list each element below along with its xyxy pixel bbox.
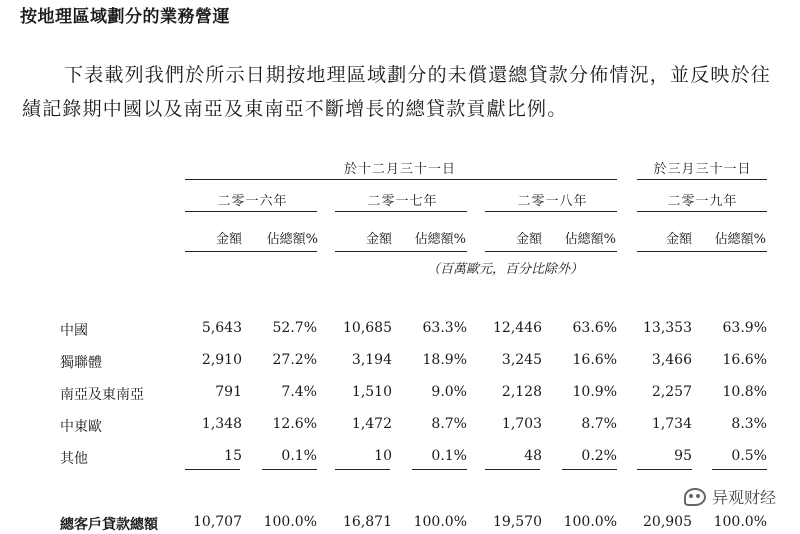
wechat-icon <box>684 488 706 506</box>
total-rule-top-amount-2019 <box>637 469 692 470</box>
total-cell: 16,871 <box>343 514 392 530</box>
total-rule-top-amount-2016 <box>185 469 240 470</box>
year-header-2016: 二零一六年 <box>217 194 288 209</box>
row-label-china: 中國 <box>60 323 88 339</box>
year-rule-2017 <box>335 211 467 212</box>
table-cell: 18.9% <box>422 352 467 368</box>
table-cell: 10,685 <box>343 320 392 336</box>
year-rule-2018 <box>485 211 617 212</box>
table-cell: 1,348 <box>201 416 242 432</box>
table-cell: 0.2% <box>581 448 617 464</box>
header-rule-2017 <box>335 251 467 252</box>
table-cell: 52.7% <box>272 320 317 336</box>
table-cell: 8.3% <box>731 416 767 432</box>
paragraph-line-2: 績記錄期中國以及南亞及東南亞不斷增長的總貸款貢獻比例。 <box>22 98 568 120</box>
table-cell: 27.2% <box>272 352 317 368</box>
table-cell: 95 <box>674 448 692 464</box>
col-header-percent-2019: 佔總額% <box>714 232 766 247</box>
total-rule-top-percent-2019 <box>712 469 767 470</box>
total-cell: 10,707 <box>193 514 242 530</box>
table-cell: 48 <box>524 448 542 464</box>
group-rule-march <box>637 179 767 180</box>
header-rule-2018 <box>485 251 617 252</box>
total-rule-top-percent-2017 <box>412 469 467 470</box>
period-group-march: 於三月三十一日 <box>653 162 752 177</box>
table-cell: 2,257 <box>651 384 692 400</box>
unit-note: （百萬歐元，百分比除外） <box>426 262 583 277</box>
table-cell: 12.6% <box>272 416 317 432</box>
header-rule-2019 <box>637 251 767 252</box>
year-rule-2016 <box>185 211 317 212</box>
group-rule-december <box>185 179 617 180</box>
table-cell: 16.6% <box>722 352 767 368</box>
table-cell: 1,472 <box>351 416 392 432</box>
table-cell: 1,510 <box>351 384 392 400</box>
col-header-amount-2018: 金額 <box>515 232 542 247</box>
table-cell: 3,466 <box>651 352 692 368</box>
table-cell: 63.9% <box>722 320 767 336</box>
row-label-others: 其他 <box>60 451 88 467</box>
table-cell: 13,353 <box>643 320 692 336</box>
watermark-text: 异观财经 <box>712 488 777 507</box>
period-group-december: 於十二月三十一日 <box>343 162 456 177</box>
total-cell: 20,905 <box>643 514 692 530</box>
table-cell: 63.6% <box>572 320 617 336</box>
row-label-south-southeast-asia: 南亞及東南亞 <box>60 387 144 403</box>
table-cell: 7.4% <box>281 384 317 400</box>
table-cell: 1,703 <box>501 416 542 432</box>
table-cell: 16.6% <box>572 352 617 368</box>
table-cell: 2,910 <box>201 352 242 368</box>
table-cell: 10.9% <box>572 384 617 400</box>
col-header-percent-2018: 佔總額% <box>564 232 616 247</box>
table-cell: 15 <box>224 448 242 464</box>
table-cell: 63.3% <box>422 320 467 336</box>
row-label-cis: 獨聯體 <box>60 355 102 371</box>
table-cell: 0.1% <box>431 448 467 464</box>
row-label-central-eastern-europe: 中東歐 <box>60 419 102 435</box>
total-cell: 19,570 <box>493 514 542 530</box>
watermark <box>680 483 780 510</box>
intro-paragraph <box>22 58 782 126</box>
total-cell: 100.0% <box>413 514 467 530</box>
col-header-percent-2017: 佔總額% <box>414 232 466 247</box>
table-cell: 2,128 <box>501 384 542 400</box>
table-cell: 10.8% <box>722 384 767 400</box>
total-rule-top-percent-2016 <box>262 469 317 470</box>
col-header-amount-2016: 金額 <box>215 232 242 247</box>
table-cell: 8.7% <box>581 416 617 432</box>
table-cell: 3,194 <box>351 352 392 368</box>
table-cell: 1,734 <box>651 416 692 432</box>
col-header-amount-2019: 金額 <box>665 232 692 247</box>
table-cell: 791 <box>215 384 242 400</box>
header-rule-2016 <box>185 251 317 252</box>
col-header-percent-2016: 佔總額% <box>266 232 318 247</box>
paragraph-line-1: 下表載列我們於所示日期按地理區域劃分的未償還總貸款分佈情況，並反映於往 <box>64 64 772 86</box>
total-cell: 100.0% <box>713 514 767 530</box>
year-header-2017: 二零一七年 <box>367 194 438 209</box>
table-cell: 5,643 <box>201 320 242 336</box>
year-header-2019: 二零一九年 <box>667 194 738 209</box>
table-cell: 12,446 <box>493 320 542 336</box>
year-header-2018: 二零一八年 <box>517 194 588 209</box>
total-row-label: 總客戶貸款總額 <box>60 517 158 533</box>
total-rule-top-amount-2017 <box>335 469 390 470</box>
total-rule-top-amount-2018 <box>485 469 540 470</box>
year-rule-2019 <box>637 211 767 212</box>
table-cell: 0.5% <box>731 448 767 464</box>
table-cell: 3,245 <box>501 352 542 368</box>
section-heading: 按地理區域劃分的業務營運 <box>20 7 230 27</box>
table-cell: 10 <box>374 448 392 464</box>
total-rule-top-percent-2018 <box>562 469 617 470</box>
table-cell: 8.7% <box>431 416 467 432</box>
total-cell: 100.0% <box>563 514 617 530</box>
col-header-amount-2017: 金額 <box>365 232 392 247</box>
table-cell: 0.1% <box>281 448 317 464</box>
table-cell: 9.0% <box>431 384 467 400</box>
total-cell: 100.0% <box>263 514 317 530</box>
